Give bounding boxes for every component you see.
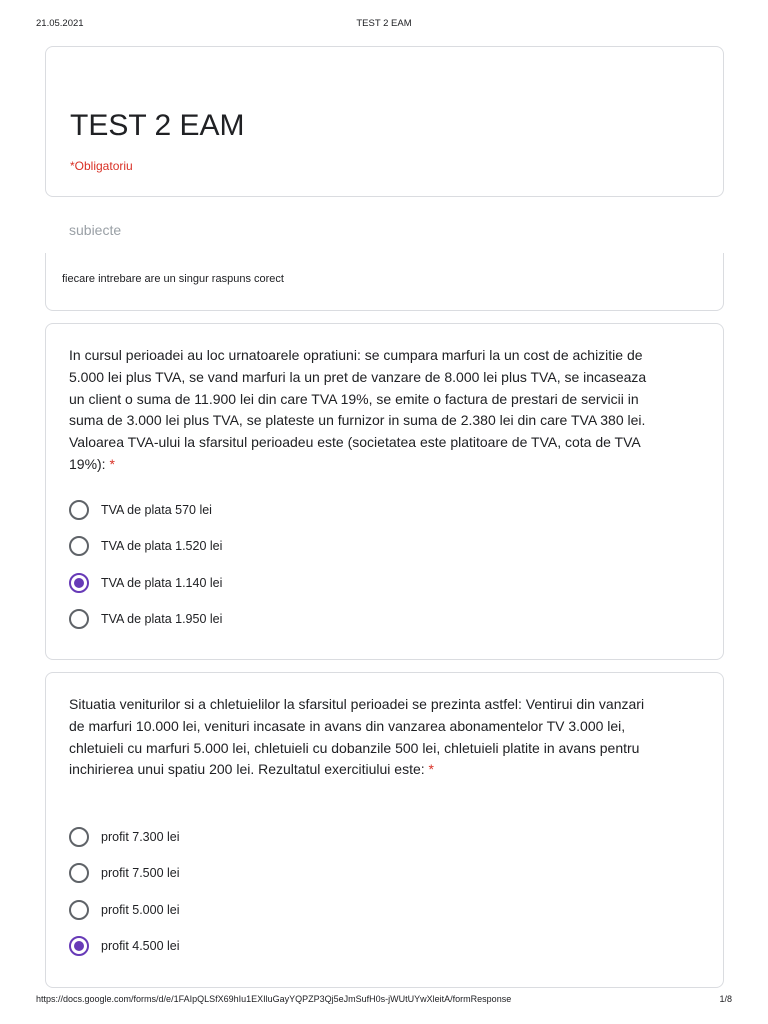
radio-option-label: profit 4.500 lei — [101, 939, 180, 953]
print-header — [0, 18, 768, 32]
radio-option[interactable] — [69, 935, 180, 957]
radio-option-label: TVA de plata 1.140 lei — [101, 576, 223, 590]
section-title: subiecte — [69, 222, 122, 238]
question-card-2 — [45, 672, 724, 988]
radio-option-label: TVA de plata 1.520 lei — [101, 539, 223, 553]
required-note: *Obligatoriu — [70, 159, 133, 173]
radio-button[interactable] — [69, 500, 89, 520]
radio-button[interactable] — [69, 827, 89, 847]
section-description-card — [45, 253, 724, 311]
radio-button[interactable] — [69, 536, 89, 556]
question-text — [69, 694, 649, 781]
radio-button[interactable] — [69, 863, 89, 883]
radio-option[interactable] — [69, 899, 180, 921]
print-footer — [0, 994, 768, 1008]
question-1-text: In cursul perioadei au loc urnatoarele opratiuni: se cumpara marfuri la un cost de achizitie de 5.000 lei plus TVA, se vand marfuri la un pret de vanzare de 8.000 lei plus TVA, se incaseaza un client o suma de 11.900 lei din care TVA 19%, se emite o factura de prestari de servicii in suma de 3.000 lei plus TVA, se plateste un furnizor in suma de 2.380 lei din care TVA 380 lei. Valoarea TVA-ului la sfarsitul perioadeu este (societatea este platitoare de TVA, cota de TVA 19%): — [69, 347, 647, 472]
required-asterisk: * — [109, 455, 115, 472]
radio-option[interactable] — [69, 862, 180, 884]
radio-option-label: TVA de plata 1.950 lei — [101, 612, 223, 626]
radio-option-label: profit 7.500 lei — [101, 866, 180, 880]
radio-option-label: profit 7.300 lei — [101, 830, 180, 844]
print-date: 21.05.2021 — [36, 18, 84, 29]
radio-option-label: TVA de plata 570 lei — [101, 503, 212, 517]
form-header-card — [45, 46, 724, 197]
radio-button[interactable] — [69, 900, 89, 920]
question-2-text: Situatia veniturilor si a chletuielilor la sfarsitul perioadei se prezinta astfel: Ventirui din vanzari de marfuri 10.000 lei, venituri incasate in avans din vanzarea abonamentelor TV 3.000 lei, chletuieli cu marfuri 5.000 lei, chletuieli cu dobanzile 500 lei, chletuieli platite in avans pentru inchirierea unui spatiu 200 lei. Rezultatul exercitiului este: — [69, 696, 645, 778]
print-url: https://docs.google.com/forms/d/e/1FAIpQLSfX69hIu1EXIluGayYQPZP3Qj5eJmSufH0s-jWUtUYwXleitA/formResponse — [36, 994, 512, 1004]
radio-button[interactable] — [69, 936, 89, 956]
radio-option[interactable] — [69, 826, 180, 848]
radio-button[interactable] — [69, 609, 89, 629]
question-text — [69, 345, 649, 476]
radio-selected-dot — [74, 578, 84, 588]
form-title: TEST 2 EAM — [70, 109, 245, 142]
section-description: fiecare intrebare are un singur raspuns corect — [62, 273, 284, 285]
radio-option-label: profit 5.000 lei — [101, 903, 180, 917]
print-title: TEST 2 EAM — [356, 18, 412, 29]
radio-option[interactable] — [69, 535, 222, 557]
radio-selected-dot — [74, 941, 84, 951]
radio-option[interactable] — [69, 572, 222, 594]
radio-button[interactable] — [69, 573, 89, 593]
radio-option[interactable] — [69, 499, 212, 521]
required-asterisk: * — [428, 761, 434, 778]
page-number: 1/8 — [719, 994, 732, 1004]
radio-option[interactable] — [69, 608, 222, 630]
question-card-1 — [45, 323, 724, 660]
